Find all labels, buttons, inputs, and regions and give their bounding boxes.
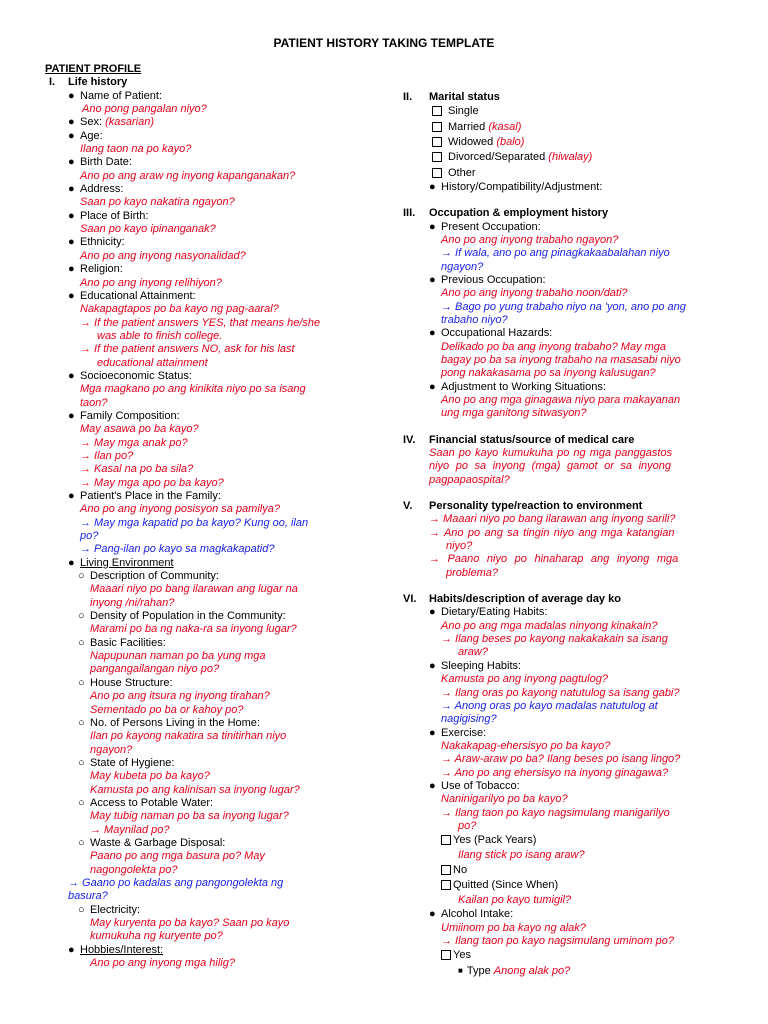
- alcohol-options: [429, 948, 723, 979]
- question-text: Ano po ang itsura ng inyong tirahan?: [90, 690, 270, 703]
- sub-list-item: ○ State of Hygiene:: [78, 756, 175, 769]
- option-translation: (hiwalay): [548, 151, 593, 164]
- question-text: Ano po ang inyong trabaho noon/dati?: [441, 287, 628, 300]
- follow-up-text: araw?: [458, 646, 488, 659]
- item-label: Religion:: [80, 263, 123, 276]
- question-text: May asawa po ba kayo?: [80, 423, 199, 436]
- list-item: ● History/Compatibility/Adjustment:: [429, 180, 603, 193]
- follow-up-text: po?: [80, 530, 99, 543]
- list-item: ● Previous Occupation:: [429, 273, 546, 286]
- marital-options: [403, 104, 723, 180]
- follow-up-text: → If wala, ano po ang pinagkakaabalahan niyo: [441, 247, 670, 260]
- item-label: Adjustment to Working Situations:: [441, 380, 606, 393]
- question-text: Ano po ang araw ng inyong kapanganakan?: [80, 169, 296, 182]
- habits-list: [403, 606, 723, 979]
- section-financial: [403, 434, 723, 447]
- item-label: Access to Potable Water:: [90, 796, 214, 809]
- question-text: kumukuha ng kuryente po?: [90, 930, 223, 943]
- list-item: ● Educational Attainment:: [68, 289, 196, 302]
- sub-list-item: ○ Basic Facilities:: [78, 636, 166, 649]
- follow-up-text: → Paano niyo po hinaharap ang inyong mga: [429, 553, 679, 566]
- question-text: Maaari niyo po bang ilarawan ang lugar na: [90, 583, 298, 596]
- list-item: ● Hobbies/Interest:: [68, 943, 164, 956]
- follow-up-text: → Maaari niyo po bang ilarawan ang inyong sarili?: [429, 513, 676, 526]
- item-label: No. of Persons Living in the Home:: [90, 716, 260, 729]
- follow-up-text: → May mga anak po?: [80, 436, 188, 449]
- option-label: Yes: [453, 949, 471, 962]
- living-environment-list-cont: [68, 904, 355, 944]
- checkbox-icon[interactable]: [441, 835, 451, 845]
- item-label: Density of Population in the Community:: [90, 610, 286, 623]
- option-label: Widowed: [448, 135, 494, 148]
- follow-up-text: → Ilang taon po kayo nagsimulang manigarilyo: [441, 806, 670, 819]
- item-label: Exercise:: [441, 726, 487, 739]
- item-label: Present Occupation:: [441, 220, 541, 233]
- option-label: Quitted (Since When): [453, 879, 559, 892]
- list-item: ● Dietary/Eating Habits:: [429, 606, 548, 619]
- sub-list-item: ○ Description of Community:: [78, 570, 219, 583]
- section-title: Marital status: [429, 91, 500, 103]
- question-text: Napupunan naman po ba yung mga: [90, 650, 266, 663]
- follow-up-text: → Ilang taon po kayo nagsimulang uminom po?: [441, 934, 674, 947]
- list-item: ● Use of Tobacco:: [429, 779, 520, 792]
- section-number: II.: [403, 91, 413, 103]
- question-text: Sementado po ba or kahoy po?: [90, 703, 244, 716]
- life-history-list: [45, 90, 355, 971]
- follow-up-text: → Gaano po kadalas ang pangongolekta ng: [68, 876, 284, 889]
- follow-up-text: → Kasal na po ba sila?: [80, 463, 194, 476]
- question-text: Kamusta po ang inyong pagtulog?: [441, 673, 608, 686]
- list-item: ● Birth Date:: [68, 156, 132, 169]
- question-text: pong nakakasama po sa inyong kalusugan?: [441, 367, 656, 380]
- checkbox-divorced[interactable]: [432, 150, 723, 165]
- checkbox-icon[interactable]: [432, 168, 442, 178]
- checkbox-icon[interactable]: [441, 880, 451, 890]
- follow-up-text: → Araw-araw po ba? Ilang beses po isang lingo?: [441, 753, 681, 766]
- list-item: ● Place of Birth:: [68, 209, 149, 222]
- follow-up-text: → Anong oras po kayo madalas natutulog at: [441, 699, 658, 712]
- question-text: Ano po ang mga ginagawa niyo para makayanan: [441, 393, 681, 406]
- list-item: ● Exercise:: [429, 726, 487, 739]
- follow-up-text: niyo?: [446, 540, 473, 553]
- question-text: Ilang taon na po kayo?: [80, 143, 192, 156]
- list-item: ● Age:: [68, 129, 103, 142]
- question-text: Ano po ang inyong nasyonalidad?: [80, 249, 246, 262]
- follow-up-text: ngayon?: [441, 260, 484, 273]
- question-text: May kubeta po ba kayo?: [90, 770, 210, 783]
- option-label: Divorced/Separated: [448, 151, 546, 164]
- list-item: ● Address:: [68, 183, 124, 196]
- item-label: Address:: [80, 183, 124, 196]
- section-number: VI.: [403, 593, 417, 606]
- checkbox-tobacco-yes[interactable]: [441, 833, 723, 848]
- item-label: Educational Attainment:: [80, 289, 196, 302]
- question-text: Umiinom po ba kayo ng alak?: [441, 921, 586, 934]
- section-occupation: [403, 207, 723, 220]
- question-text: bagay po ba sa inyong trabaho na masasabi niyo: [441, 353, 681, 366]
- question-text: Ilang stick po isang araw?: [458, 849, 585, 862]
- follow-up-text: was able to finish college.: [97, 329, 223, 342]
- item-label: Age:: [80, 129, 103, 142]
- follow-up-text: → May mga apo po ba kayo?: [80, 476, 224, 489]
- item-label: Name of Patient:: [80, 89, 162, 102]
- item-label: Ethnicity:: [80, 236, 125, 249]
- list-item: ● Living Environment: [68, 556, 174, 569]
- question-text: Mga magkano po ang kinikita niyo po sa isang: [80, 383, 306, 396]
- follow-up-text: → Ilang beses po kayong nakakakain sa isang: [441, 633, 668, 646]
- option-label: Single: [448, 105, 479, 118]
- follow-up-text: po?: [458, 819, 477, 832]
- square-bullet-icon: ■: [458, 966, 463, 976]
- list-item: ● Present Occupation:: [429, 220, 541, 233]
- question-text: Kamusta po ang kalinisan sa inyong lugar?: [90, 783, 300, 796]
- sub-list-item: ○ Electricity:: [78, 903, 141, 916]
- section-title: Life history: [68, 76, 128, 89]
- patient-profile-heading: PATIENT PROFILE: [45, 63, 142, 75]
- question-text: Saan po kayo ipinanganak?: [80, 223, 216, 236]
- list-item: ● Alcohol Intake:: [429, 908, 514, 921]
- item-label: Waste & Garbage Disposal:: [90, 836, 226, 849]
- item-label: History/Compatibility/Adjustment:: [441, 180, 603, 193]
- option-translation: (balo): [496, 135, 525, 148]
- follow-up-text: → Ilang oras po kayong natutulog sa isang gabi?: [441, 686, 680, 699]
- item-label: Previous Occupation:: [441, 273, 546, 286]
- personality-list: [403, 513, 723, 580]
- section-personality: [403, 500, 723, 513]
- list-item: ● Adjustment to Working Situations:: [429, 380, 606, 393]
- item-label: Type: [466, 965, 491, 978]
- section-title: Personality type/reaction to environment: [429, 500, 643, 513]
- checkbox-tobacco-no[interactable]: [441, 863, 723, 878]
- item-label: Dietary/Eating Habits:: [441, 606, 548, 619]
- item-label: Electricity:: [90, 903, 141, 916]
- sub-sub-list-item: [441, 963, 723, 979]
- checkbox-widowed[interactable]: [432, 135, 723, 150]
- question-text: Ano po ang mga madalas ninyong kinakain?: [441, 619, 658, 632]
- item-label: Alcohol Intake:: [441, 908, 514, 921]
- question-text: May kuryenta po ba kayo? Saan po kayo: [90, 917, 290, 929]
- item-label: Description of Community:: [90, 570, 219, 583]
- page-title: PATIENT HISTORY TAKING TEMPLATE: [273, 36, 495, 50]
- item-label: Socioeconomic Status:: [80, 369, 192, 382]
- section-title: Financial status/source of medical care: [429, 433, 635, 446]
- question-text: Ilan po kayong nakatira sa tinitirhan niyo: [90, 730, 287, 743]
- item-label: Sex:: [80, 116, 103, 129]
- question-text: Ano po ang inyong trabaho ngayon?: [441, 233, 619, 246]
- follow-up-text: trabaho niyo?: [441, 313, 508, 326]
- living-environment-list: [68, 570, 355, 877]
- list-item: ● Socioeconomic Status:: [68, 369, 192, 382]
- question-text: Saan po kayo nakatira ngayon?: [80, 196, 235, 209]
- left-column: [45, 63, 355, 970]
- checkbox-icon[interactable]: [432, 137, 442, 147]
- sub-list-item: ○ Access to Potable Water:: [78, 796, 214, 809]
- checkbox-icon[interactable]: [441, 950, 451, 960]
- question-text: May tubig naman po ba sa inyong lugar?: [90, 810, 289, 823]
- question-text: Marami po ba ng naka-ra sa inyong lugar?: [90, 623, 297, 636]
- item-label: Sleeping Habits:: [441, 659, 522, 672]
- section-life-history: [45, 76, 355, 89]
- item-label: Place of Birth:: [80, 209, 149, 222]
- list-item: ● Religion:: [68, 263, 123, 276]
- financial-text: [403, 447, 722, 487]
- item-label: Use of Tobacco:: [441, 779, 520, 792]
- checkbox-icon[interactable]: [432, 152, 442, 162]
- question-text: Nakapagtapos po ba kayo ng pag-aaral?: [80, 303, 279, 316]
- follow-up-text: → Maynilad po?: [90, 823, 170, 836]
- follow-up-text: educational attainment: [97, 356, 208, 369]
- section-number: IV.: [403, 433, 416, 446]
- question-text: Anong alak po?: [493, 965, 571, 978]
- section-title: Occupation & employment history: [429, 207, 609, 220]
- list-item: ● Occupational Hazards:: [429, 327, 553, 340]
- question-text: inyong /ni/rahan?: [90, 596, 175, 609]
- question-text: taon?: [80, 396, 108, 409]
- question-text: Nakakapag-ehersisyo po ba kayo?: [441, 739, 611, 752]
- right-column: [403, 91, 723, 979]
- follow-up-text: → Pang-ilan po kayo sa magkakapatid?: [80, 543, 275, 556]
- question-text: Ano po ang inyong posisyon sa pamilya?: [80, 503, 280, 516]
- list-item: ● Sleeping Habits:: [429, 659, 522, 672]
- question-text: Delikado po ba ang inyong trabaho? May mga: [441, 340, 667, 353]
- follow-up-text: → May mga kapatid po ba kayo? Kung oo, ilan: [80, 516, 309, 529]
- item-label: Living Environment: [80, 556, 174, 569]
- section-number: III.: [403, 207, 416, 220]
- list-item: ● Patient's Place in the Family:: [68, 490, 221, 502]
- sub-list-item: ○ Waste & Garbage Disposal:: [78, 836, 226, 849]
- question-text: (kasarian): [105, 116, 154, 129]
- list-item: ● Ethnicity:: [68, 236, 125, 249]
- question-text: niyo po sa inyong (mga) gamot or sa inyong: [429, 460, 672, 473]
- question-text: Saan po kayo kumukuha po ng mga panggastos: [429, 447, 673, 460]
- checkbox-alcohol-yes[interactable]: [441, 948, 723, 963]
- section-habits: [403, 593, 723, 606]
- option-label: Married: [448, 120, 486, 133]
- item-label: Patient's Place in the Family:: [80, 490, 221, 502]
- question-text: pangangailangan niyo po?: [90, 663, 220, 676]
- tobacco-options: [429, 833, 723, 908]
- option-label: Other: [448, 166, 476, 179]
- sub-list-item: ○ House Structure:: [78, 676, 173, 689]
- question-text: ngayon?: [90, 743, 133, 756]
- follow-up-text: → Ano po ang sa tingin niyo ang mga katangian: [429, 526, 675, 539]
- sub-list-item: ○ No. of Persons Living in the Home:: [78, 716, 260, 729]
- option-label: Yes (Pack Years): [453, 834, 537, 847]
- question-text: Ano po ang inyong relihiyon?: [80, 276, 222, 289]
- question-text: Ano pong pangalan niyo?: [82, 103, 207, 116]
- section-title: Habits/description of average day ko: [429, 593, 621, 606]
- item-label: Birth Date:: [80, 156, 132, 169]
- option-label: No: [453, 864, 468, 877]
- checkbox-tobacco-quit[interactable]: [441, 878, 723, 893]
- checkbox-single[interactable]: [432, 104, 723, 119]
- question-text: Paano po ang mga basura po? May: [90, 850, 265, 863]
- occupation-list: [403, 221, 723, 421]
- checkbox-icon[interactable]: [432, 122, 442, 132]
- follow-up-text: → Ilan po?: [80, 449, 134, 462]
- option-translation: (kasal): [488, 120, 522, 133]
- follow-up-text: basura?: [68, 890, 108, 903]
- list-item: ● Family Composition:: [68, 409, 180, 422]
- question-text: nagongolekta po?: [90, 863, 178, 876]
- checkbox-icon[interactable]: [432, 106, 442, 116]
- checkbox-icon[interactable]: [441, 865, 451, 875]
- section-number: V.: [403, 500, 413, 513]
- section-marital-status: [403, 91, 723, 104]
- follow-up-text: → Ano po ang ehersisyo na inyong ginagawa?: [441, 766, 669, 779]
- question-text: Kailan po kayo tumigil?: [458, 894, 572, 907]
- checkbox-married[interactable]: [432, 120, 723, 135]
- item-label: State of Hygiene:: [90, 756, 175, 769]
- question-text: Ano po ang inyong mga hilig?: [90, 957, 235, 970]
- list-item: ● Sex: (kasarian): [68, 116, 154, 129]
- follow-up-text: → If the patient answers NO, ask for his last: [80, 343, 295, 356]
- follow-up-text: nagigising?: [441, 713, 497, 726]
- question-text: pagpapaospital?: [429, 473, 510, 486]
- question-text: Naninigarilyo po ba kayo?: [441, 793, 568, 806]
- sub-list-item: ○ Density of Population in the Community:: [78, 610, 286, 623]
- follow-up-text: problema?: [446, 566, 498, 579]
- item-label: Hobbies/Interest:: [80, 943, 164, 956]
- item-label: Family Composition:: [80, 409, 180, 422]
- follow-up-text: → Bago po yung trabaho niyo na 'yon, ano po ang: [441, 300, 686, 313]
- list-item: ● Name of Patient:: [68, 89, 162, 102]
- checkbox-other[interactable]: [432, 166, 723, 181]
- item-label: Occupational Hazards:: [441, 327, 553, 340]
- follow-up-text: → If the patient answers YES, that means he/she: [80, 316, 321, 329]
- item-label: Basic Facilities:: [90, 636, 166, 649]
- section-number: I.: [49, 76, 56, 89]
- question-text: ung mga ganitong sitwasyon?: [441, 407, 587, 420]
- item-label: House Structure:: [90, 676, 173, 689]
